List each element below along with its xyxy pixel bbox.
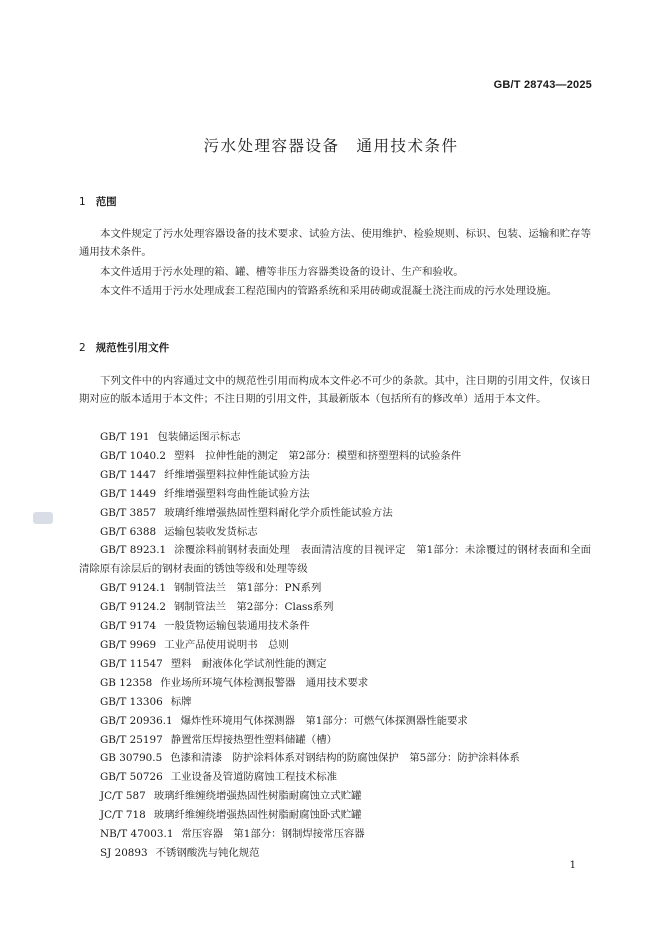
reference-title: 玻璃纤维缠绕增强热固性树脂耐腐蚀卧式贮罐 bbox=[153, 809, 362, 822]
reference-code: GB/T 1447 bbox=[100, 468, 157, 481]
section-2-number: 2 bbox=[79, 342, 86, 354]
reference-item bbox=[79, 731, 591, 750]
reference-item bbox=[79, 466, 591, 485]
reference-code: GB/T 8923.1 bbox=[100, 544, 167, 557]
reference-title: 一般货物运输包装通用技术条件 bbox=[164, 620, 310, 633]
reference-title: 纤维增强塑料弯曲性能试验方法 bbox=[164, 487, 310, 500]
reference-item bbox=[79, 485, 591, 504]
reference-code: JC/T 718 bbox=[100, 809, 146, 822]
reference-code: GB/T 1040.2 bbox=[100, 449, 167, 462]
reference-code: SJ 20893 bbox=[100, 846, 148, 859]
reference-code: GB/T 20936.1 bbox=[100, 714, 173, 727]
section-1-heading bbox=[79, 194, 117, 209]
reference-item bbox=[79, 447, 591, 466]
reference-code: GB/T 13306 bbox=[100, 695, 163, 708]
reference-item bbox=[79, 598, 591, 617]
reference-code: NB/T 47003.1 bbox=[100, 828, 174, 841]
reference-title: 爆炸性环境用气体探测器 第1部分：可燃气体探测器性能要求 bbox=[180, 714, 468, 727]
scope-paragraph-2: 本文件适用于污水处理的箱、罐、槽等非压力容器类设备的设计、生产和验收。 bbox=[100, 266, 464, 278]
reference-code: GB/T 3857 bbox=[100, 506, 157, 519]
reference-item bbox=[79, 674, 591, 693]
reference-item bbox=[79, 712, 591, 731]
reference-title: 工业产品使用说明书 总则 bbox=[164, 638, 289, 651]
section-2-title: 规范性引用文件 bbox=[95, 342, 170, 354]
reference-title: 作业场所环境气体检测报警器 通用技术要求 bbox=[160, 676, 369, 689]
reference-title: 运输包装收发货标志 bbox=[164, 525, 258, 538]
reference-code: GB/T 50726 bbox=[100, 771, 163, 784]
reference-item bbox=[79, 655, 591, 674]
section-2-heading bbox=[79, 340, 169, 355]
scope-paragraph-1: 本文件规定了污水处理容器设备的技术要求、试验方法、使用维护、检验规则、标识、包装、运输和贮存等通用技术条件。 bbox=[79, 228, 591, 258]
reference-code: GB/T 11547 bbox=[100, 657, 163, 670]
reference-title: 纤维增强塑料拉伸性能试验方法 bbox=[164, 468, 310, 481]
reference-code: GB/T 6388 bbox=[100, 525, 157, 538]
reference-title: 标牌 bbox=[170, 695, 192, 708]
reference-item bbox=[79, 617, 591, 636]
reference-title: 色漆和清漆 防护涂料体系对钢结构的防腐蚀保护 第5部分：防护涂料体系 bbox=[170, 752, 520, 765]
reference-list bbox=[79, 428, 591, 863]
scope-paragraph-3: 本文件不适用于污水处理成套工程范围内的管路系统和采用砖砌或混凝土浇注而成的污水处理设施。 bbox=[100, 285, 558, 297]
reference-item bbox=[79, 523, 591, 542]
reference-title: 塑料 拉伸性能的测定 第2部分：模塑和挤塑塑料的试验条件 bbox=[174, 449, 462, 462]
reference-title: 常压容器 第1部分：钢制焊接常压容器 bbox=[181, 828, 365, 841]
reference-title: 涂覆涂料前钢材表面处理 表面清洁度的目视评定 第1部分：未涂覆过的钢材表面和全面清除原有涂层后的钢材表面的锈蚀等级和处理等级 bbox=[79, 544, 591, 576]
document-title: 污水处理容器设备 通用技术条件 bbox=[203, 137, 459, 155]
reference-item bbox=[79, 579, 591, 598]
reference-code: GB/T 1449 bbox=[100, 487, 157, 500]
reference-item bbox=[79, 504, 591, 523]
section-1-title: 范围 bbox=[95, 196, 117, 208]
reference-item bbox=[79, 806, 591, 825]
reference-code: GB/T 191 bbox=[100, 431, 150, 443]
reference-title: 钢制管法兰 第2部分：Class系列 bbox=[174, 601, 334, 614]
reference-item bbox=[79, 825, 591, 844]
normative-intro-paragraph: 下列文件中的内容通过文中的规范性引用而构成本文件必不可少的条款。其中，注日期的引用文件，仅该日期对应的版本适用于本文件；不注日期的引用文件，其最新版本（包括所有的修改单）适用于本文件。 bbox=[79, 375, 591, 405]
reference-code: GB/T 9174 bbox=[100, 620, 157, 633]
reference-item bbox=[79, 844, 591, 863]
reference-title: 工业设备及管道防腐蚀工程技术标准 bbox=[170, 771, 337, 784]
reference-title: 玻璃纤维缠绕增强热固性树脂耐腐蚀立式贮罐 bbox=[153, 790, 362, 803]
reference-title: 包装储运图示标志 bbox=[157, 431, 241, 443]
reference-title: 钢制管法兰 第1部分：PN系列 bbox=[174, 582, 322, 595]
reference-title: 不锈钢酸洗与钝化规范 bbox=[155, 846, 260, 859]
reference-title: 静置常压焊接热塑性塑料储罐（槽） bbox=[170, 733, 337, 746]
reference-title: 塑料 耐液体化学试剂性能的测定 bbox=[170, 657, 327, 670]
reference-item bbox=[79, 636, 591, 655]
reference-code: GB/T 9124.2 bbox=[100, 601, 167, 614]
side-watermark-mark bbox=[33, 512, 53, 524]
page-number: 1 bbox=[569, 860, 576, 871]
section-1-number: 1 bbox=[79, 196, 86, 208]
reference-code: GB 30790.5 bbox=[100, 752, 163, 765]
reference-code: GB/T 9969 bbox=[100, 638, 157, 651]
reference-code: GB 12358 bbox=[100, 676, 153, 689]
reference-code: GB/T 25197 bbox=[100, 733, 163, 746]
standard-code: GB/T 28743—2025 bbox=[493, 79, 592, 91]
reference-item bbox=[79, 428, 591, 447]
reference-item bbox=[79, 749, 591, 768]
reference-item bbox=[79, 693, 591, 712]
reference-item bbox=[79, 787, 591, 806]
reference-code: JC/T 587 bbox=[100, 790, 146, 803]
reference-item bbox=[79, 541, 591, 579]
reference-code: GB/T 9124.1 bbox=[100, 582, 167, 595]
reference-title: 玻璃纤维增强热固性塑料耐化学介质性能试验方法 bbox=[164, 506, 393, 519]
reference-item bbox=[79, 768, 591, 787]
